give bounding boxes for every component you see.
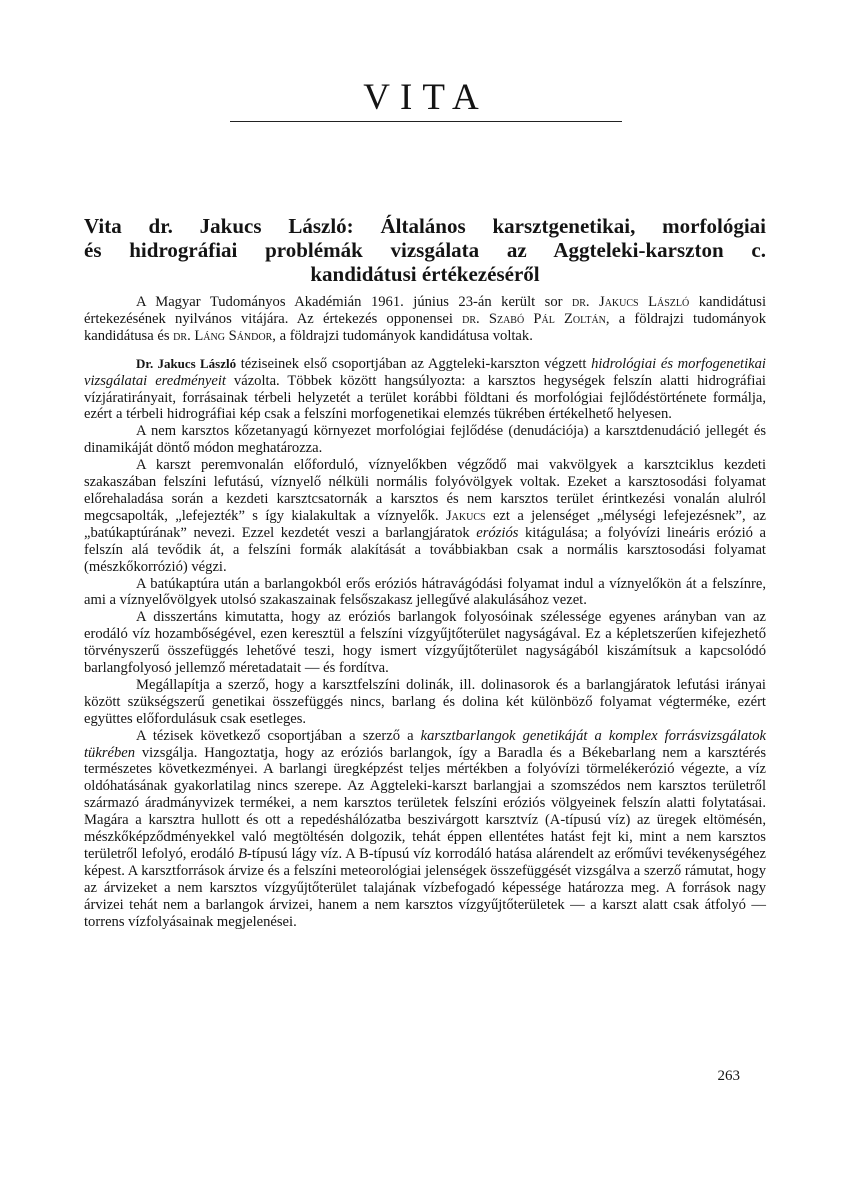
text-run: kandidátusi értekezésének nyilvános vitájára. Az értekezés opponensei — [84, 294, 767, 327]
emphasis: eróziós — [476, 524, 519, 541]
text-run: A karszt peremvonalán előforduló, víznyelőkben végződő mai vakvölgyek a karsztciklus kezdeti szakaszában felszíni lefutású, víznyelő nélküli normális folyóvölgyek voltak. Ezeket a karsztosodási folyamat előrehaladása során a kezdeti karsztcsatornák a karsztos és nem karsztos terület érintkezési vonalán alulról megcsapolták, „lefejezték” s így kialakultak a víznyelők. — [84, 457, 766, 524]
paragraph-theses — [84, 356, 766, 424]
paragraph-denudation: A nem karsztos kőzetanyagú környezet morfológiai fejlődése (denudációja) a karsztdenudáció jellegét és dinamikáját döntő módon meghatározza. — [84, 423, 766, 457]
paragraph-intro — [84, 294, 766, 345]
article-title-line-2: és hidrográfiai problémák vizsgálata az Aggteleki-karszton c. — [84, 238, 766, 262]
emphasis: karsztbarlangok genetikáját a komplex forrásvizsgálatok tükrében — [84, 727, 766, 761]
paragraph-blind-valleys — [84, 457, 766, 575]
text-run — [639, 294, 648, 310]
text-run: ezt a jelenséget „mélységi lefejezésnek”, az „batúkaptúrának” nevezi. Ezzel kezdetét veszi a barlangjáratok — [84, 507, 766, 541]
text-run: , a földrajzi tudományok kandidátusa voltak. — [272, 327, 533, 344]
person-name: László — [648, 294, 690, 310]
text-run: kitágulása; a folyóvízi lineáris erózió a felszín alá tevődik át, a felszíni formák alakítását a továbbiakban csak a normális karsztosodási folyamat (mészkőkorrózió) végzi. — [84, 524, 766, 575]
page-number: 263 — [717, 1068, 740, 1084]
text-run: vázolta. Többek között hangsúlyozta: a karsztos hegységek felszín alatti hidrográfiai vízjáratirányait, forrásainak térbeli helyzetét a terület korábbi földtani és morfológiai fejlődéstörténete formálja, ezért a térbeli hidrográfiai kép csak a felszíni morfogenetikai elemzés tükrében értékelhető helyesen. — [84, 372, 766, 423]
paragraph-dolines: Megállapítja a szerző, hogy a karsztfelszíni dolinák, ill. dolinasorok és a barlangjáratok lefutási irányai között szükségszerű genetikai összefüggés nincs, barlang és dolina két különböző folyamat végterméke, ezért együttes előfordulásuk csak esetleges. — [84, 676, 766, 727]
person-name: dr. Láng Sándor — [173, 327, 273, 344]
text-run: téziseinek első csoportjában az Aggteleki-karszton végzett — [236, 355, 592, 372]
text-run: A Magyar Tudományos Akadémián 1961. június 23-án került sor — [136, 294, 572, 310]
text-run: , a földrajzi tudományok kandidátusa és — [84, 310, 767, 344]
paragraph-erosion: A batúkaptúra után a barlangokból erős eróziós hátravágódási folyamat indul a víznyelőkön át a felszínre, ami a víznyelővölgyek utolsó szakaszainak felsőszakasz jellegűvé alakulásához vezet. — [84, 575, 766, 609]
person-name: Dr. Jakucs László — [136, 355, 237, 371]
paragraph-genetics — [84, 728, 766, 931]
person-name: dr. Szabó Pál Zoltán — [462, 310, 606, 327]
person-name: Jakucs — [446, 507, 486, 524]
text-run: vizsgálja. Hangoztatja, hogy az eróziós barlangok, így a Baradla és a Békebarlang nem a karsztérés természetes következményei. A barlangi üregképzést teljes mértékben a folyóvízi törmelékerózió végezte, a víz oldóhatásának gyakorlatilag nincs szerepe. Az Aggteleki-karszt barlangjai a szomszédos nem karsztos területről származó áradmányvizek termékei, a nem karsztos területek felszíni eróziós völgyeinek felszín alatti folytatásai. Magára a karsztra hullott és ott a repedéshálózatba beszivárgott karsztvíz (A-típusú víz) az üregek eltömésén, mészkőképződményekkel való megtöltésén dolgozik, tehát éppen ellentétes hatást fejt ki, mint a nem karsztos területről lefolyó, erodáló — [84, 744, 766, 862]
article-title-line-3: kandidátusi értékezéséről — [310, 262, 540, 286]
article-body — [84, 294, 766, 931]
person-name: dr. Jakucs — [572, 294, 639, 310]
text-run: -típusú lágy víz. A B-típusú víz korrodáló hatása alárendelt az erőművi tevékenységéhez képest. A karsztforrások árvize és a felszíni meteorológiai jelenségek összefüggését vizsgálva a szerző rámutat, hogy az árvizeket a nem karsztos vízgyűjtőterület talajának vízbefogadó képessége határozza meg. A források nagy árvizei tehát nem a barlangok árvizei, hanem a nem karsztos vízgyűjtőterületek — a karszt alatt csak átfolyó — torrens vízfolyásainak megjelenései. — [84, 846, 766, 930]
section-title: VITA — [363, 77, 489, 118]
emphasis: hidrológiai és morfogenetikai vizsgálatai eredményeit — [84, 355, 766, 389]
paragraph-cave-width: A disszertáns kimutatta, hogy az eróziós barlangok folyosóinak szélessége egyenes arányban van az erodáló víz hozambőségével, ezen keresztül a felszíni vízgyűjtőterület nagyságával. Ez a képletszerűen kifejezhető törvényszerű összefüggés lehetővé teszi, hogy ismert vízgyűjtőterület nagyságából kiszámítsuk a kapcsolódó barlangfolyosó jellemző méretadatait — és fordítva. — [84, 609, 766, 677]
section-title-rule — [230, 121, 622, 122]
article-title-line-1: Vita dr. Jakucs László: Általános karsztgenetikai, morfológiai — [84, 214, 766, 238]
article-title — [84, 214, 766, 286]
emphasis: B — [238, 846, 248, 862]
text-run: A tézisek következő csoportjában a szerző a — [136, 727, 421, 744]
